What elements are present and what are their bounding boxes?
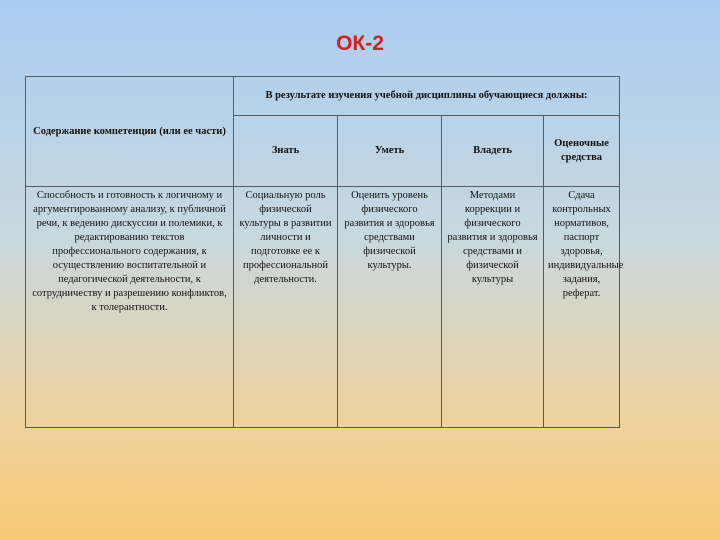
header-own-label: Владеть	[473, 145, 512, 156]
cell-able: Оценить уровень физического развития и здоровья средствами физической культуры.	[338, 187, 442, 428]
header-eval	[544, 116, 620, 187]
header-group	[234, 77, 620, 116]
cell-content: Способность и готовность к логичному и аргументированному анализу, к публичной речи, к ведению дискуссии и полемики, к редактированию текстов профессионального содержания, к осуществлению воспитательной и педагогической деятельности, к сотрудничеству и разрешению конфликтов, к толерантности.	[26, 187, 234, 428]
header-eval-label: Оценочные средства	[554, 138, 609, 163]
cell-own: Методами коррекции и физического развития и здоровья средствами и физической культуры	[442, 187, 544, 428]
header-own	[442, 116, 544, 187]
competence-table	[25, 76, 624, 428]
cell-eval: Сдача контрольных нормативов, паспорт здоровья, индивидуальные задания, реферат.	[544, 187, 620, 428]
header-able-label: Уметь	[374, 145, 405, 156]
header-content-label: Содержание компетенции (или ее части)	[33, 125, 226, 137]
header-group-label: В результате изучения учебной дисциплины обучающиеся должны:	[265, 90, 588, 101]
header-content	[26, 77, 234, 187]
table-row	[26, 187, 620, 428]
page-title: ОК-2	[336, 32, 384, 55]
header-know-label: Знать	[271, 145, 300, 156]
cell-know: Социальную роль физической культуры в развитии личности и подготовке ее к профессиональной деятельности.	[234, 187, 338, 428]
table-header-row	[26, 77, 620, 116]
header-know	[234, 116, 338, 187]
header-able	[338, 116, 442, 187]
